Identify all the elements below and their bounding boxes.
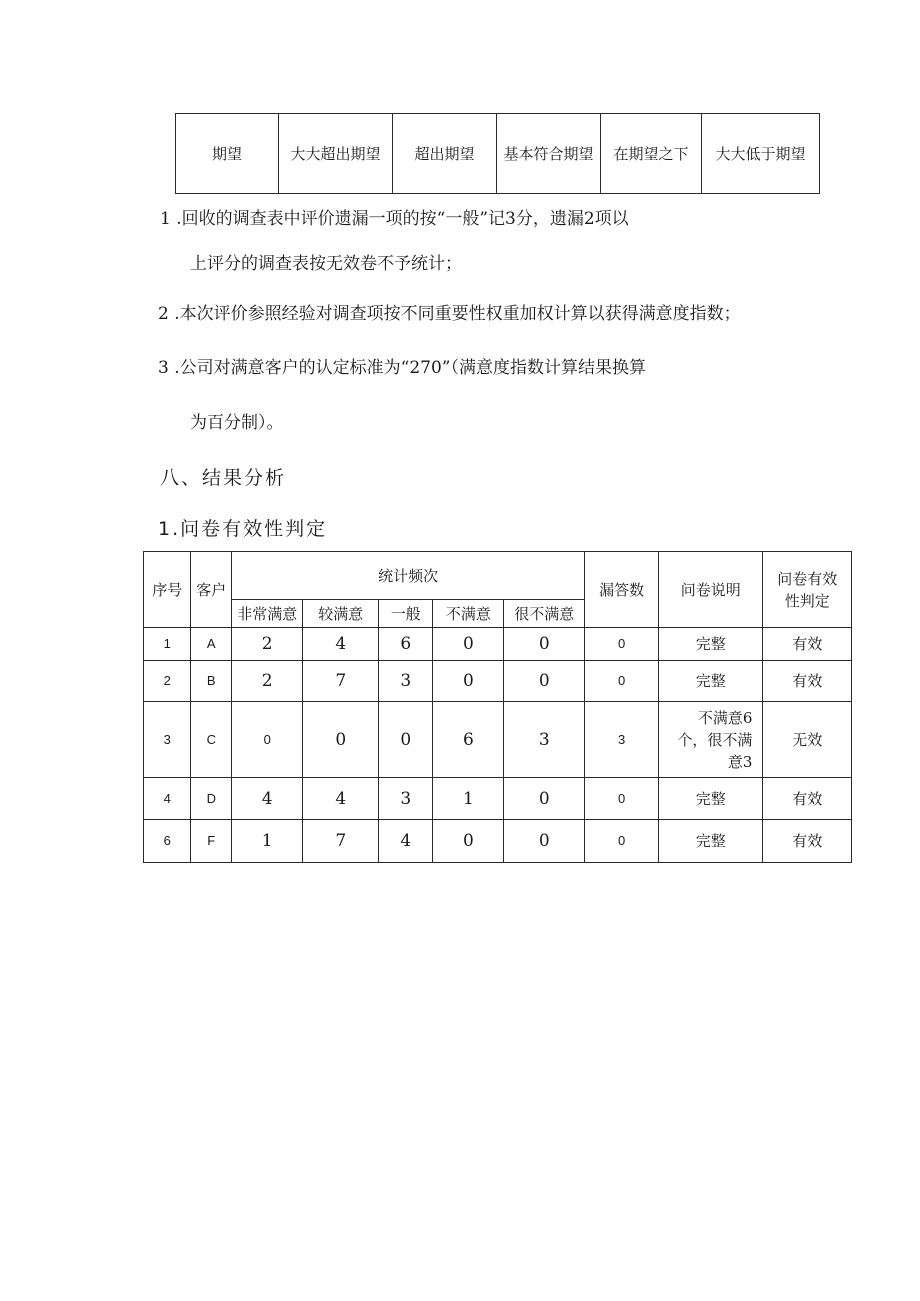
cell-fairly-satisfied: 7 <box>303 661 379 702</box>
cell-verdict: 有效 <box>763 778 852 820</box>
cell-fairly-satisfied: 0 <box>303 702 379 778</box>
cell-customer: C <box>191 702 232 778</box>
table-row <box>144 778 852 820</box>
table-row <box>176 114 820 194</box>
cell-normal: 3 <box>379 661 433 702</box>
header-verdict: 问卷有效性判定 <box>763 552 852 628</box>
header-normal: 一般 <box>379 600 433 628</box>
header-unsatisfied: 不满意 <box>433 600 504 628</box>
cell-unsatisfied: 0 <box>433 820 504 863</box>
cell-customer: A <box>191 628 232 661</box>
cell-customer: B <box>191 661 232 702</box>
cell-very-unsatisfied: 0 <box>504 628 585 661</box>
cell-index: 1 <box>144 628 191 661</box>
cell-normal: 3 <box>379 778 433 820</box>
cell-missing: 0 <box>585 661 659 702</box>
cell-note: 不满意6个，很不满意3 <box>659 702 763 778</box>
cell-very-satisfied: 0 <box>232 702 303 778</box>
cell-very-satisfied: 2 <box>232 628 303 661</box>
expectation-cell: 超出期望 <box>393 114 497 194</box>
cell-missing: 0 <box>585 820 659 863</box>
header-row <box>144 552 852 600</box>
header-missing: 漏答数 <box>585 552 659 628</box>
cell-fairly-satisfied: 4 <box>303 778 379 820</box>
cell-missing: 0 <box>585 778 659 820</box>
cell-very-satisfied: 2 <box>232 661 303 702</box>
cell-very-unsatisfied: 0 <box>504 778 585 820</box>
expectation-table <box>175 113 820 194</box>
expectation-cell: 大大超出期望 <box>279 114 393 194</box>
cell-missing: 3 <box>585 702 659 778</box>
note-3 <box>158 356 646 380</box>
cell-very-unsatisfied: 3 <box>504 702 585 778</box>
sub-heading-text: .问卷有效性判定 <box>172 518 328 540</box>
table-row <box>144 661 852 702</box>
cell-unsatisfied: 0 <box>433 661 504 702</box>
sub-heading <box>158 514 327 541</box>
header-customer: 客户 <box>191 552 232 628</box>
cell-fairly-satisfied: 4 <box>303 628 379 661</box>
cell-note: 完整 <box>659 628 763 661</box>
cell-index: 6 <box>144 820 191 863</box>
cell-verdict: 有效 <box>763 661 852 702</box>
cell-normal: 6 <box>379 628 433 661</box>
note-number: 2 <box>158 304 169 324</box>
expectation-cell: 大大低于期望 <box>702 114 820 194</box>
cell-index: 4 <box>144 778 191 820</box>
note-number: 3 <box>158 358 169 378</box>
cell-note: 完整 <box>659 820 763 863</box>
note-text: .公司对满意客户的认定标准为“270”（满意度指数计算结果换算 <box>174 358 646 378</box>
cell-note: 完整 <box>659 778 763 820</box>
cell-normal: 0 <box>379 702 433 778</box>
cell-verdict: 有效 <box>763 628 852 661</box>
note-2 <box>158 302 741 326</box>
note-text: .回收的调查表中评价遗漏一项的按“一般”记3分，遗漏2项以 <box>176 209 629 229</box>
header-very-unsatisfied: 很不满意 <box>504 600 585 628</box>
cell-unsatisfied: 0 <box>433 628 504 661</box>
cell-normal: 4 <box>379 820 433 863</box>
cell-customer: F <box>191 820 232 863</box>
header-very-satisfied: 非常满意 <box>232 600 303 628</box>
cell-customer: D <box>191 778 232 820</box>
validity-table <box>143 551 852 863</box>
header-fairly-satisfied: 较满意 <box>303 600 379 628</box>
cell-verdict: 无效 <box>763 702 852 778</box>
cell-unsatisfied: 1 <box>433 778 504 820</box>
cell-unsatisfied: 6 <box>433 702 504 778</box>
cell-index: 3 <box>144 702 191 778</box>
note-number: 1 <box>160 209 171 229</box>
cell-note: 完整 <box>659 661 763 702</box>
table-row <box>144 628 852 661</box>
cell-very-satisfied: 4 <box>232 778 303 820</box>
note-3-continuation: 为百分制）。 <box>190 413 284 433</box>
header-note: 问卷说明 <box>659 552 763 628</box>
note-1 <box>160 207 629 231</box>
header-frequency-group: 统计频次 <box>232 552 585 600</box>
section-heading: 八、结果分析 <box>160 467 287 489</box>
cell-very-satisfied: 1 <box>232 820 303 863</box>
cell-very-unsatisfied: 0 <box>504 820 585 863</box>
cell-missing: 0 <box>585 628 659 661</box>
cell-verdict: 有效 <box>763 820 852 863</box>
expectation-cell: 基本符合期望 <box>497 114 601 194</box>
cell-very-unsatisfied: 0 <box>504 661 585 702</box>
header-index: 序号 <box>144 552 191 628</box>
expectation-cell: 在期望之下 <box>601 114 702 194</box>
note-text: .本次评价参照经验对调查项按不同重要性权重加权计算以获得满意度指数； <box>174 304 741 324</box>
expectation-cell: 期望 <box>176 114 279 194</box>
note-1-continuation: 上评分的调查表按无效卷不予统计； <box>190 254 462 274</box>
table-row <box>144 820 852 863</box>
cell-fairly-satisfied: 7 <box>303 820 379 863</box>
cell-index: 2 <box>144 661 191 702</box>
table-row <box>144 702 852 778</box>
sub-heading-number: 1 <box>158 518 173 540</box>
